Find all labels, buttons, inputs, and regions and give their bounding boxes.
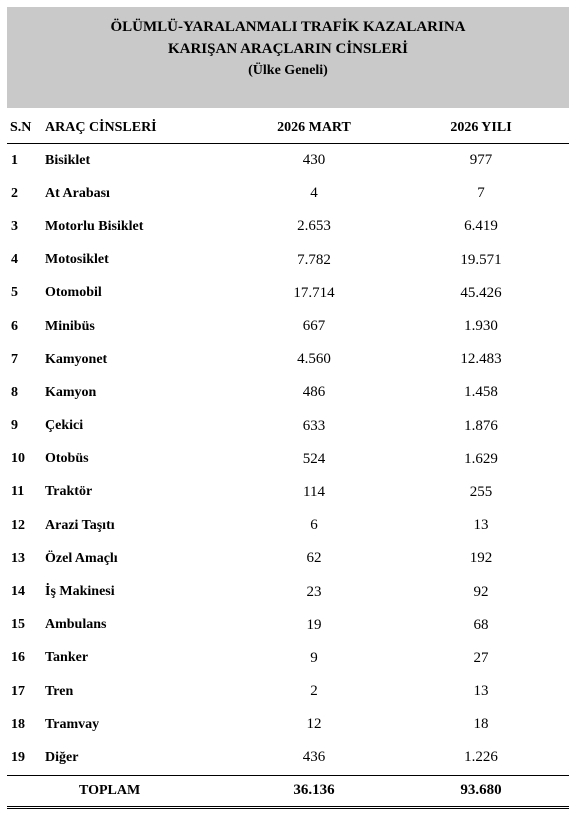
table-footer bbox=[7, 775, 569, 807]
total-label: TOPLAM bbox=[7, 775, 235, 807]
row-serial-number: 14 bbox=[11, 584, 25, 600]
table-row bbox=[7, 277, 569, 310]
table-row bbox=[7, 642, 569, 675]
row-serial-number: 18 bbox=[11, 716, 25, 732]
row-year-value: 68 bbox=[473, 616, 489, 633]
row-serial-number: 8 bbox=[11, 384, 18, 400]
row-year-value: 18 bbox=[473, 716, 489, 733]
row-vehicle-type: İş Makinesi bbox=[45, 584, 115, 600]
total-year-value: 93.680 bbox=[393, 775, 569, 807]
table-row bbox=[7, 244, 569, 277]
row-march-value: 62 bbox=[306, 550, 322, 567]
row-vehicle-type: Otomobil bbox=[45, 285, 102, 301]
row-vehicle-type: Tren bbox=[45, 683, 74, 699]
row-vehicle-type: Motorlu Bisiklet bbox=[45, 218, 144, 234]
table-row bbox=[7, 542, 569, 575]
column-header-sn: S.N bbox=[7, 112, 45, 144]
row-vehicle-type: Arazi Taşıtı bbox=[45, 517, 115, 533]
row-march-value: 7.782 bbox=[297, 251, 331, 268]
row-year-value: 192 bbox=[469, 550, 493, 567]
row-serial-number: 19 bbox=[11, 749, 25, 765]
table-row bbox=[7, 741, 569, 775]
row-vehicle-type: Bisiklet bbox=[45, 152, 91, 168]
row-march-value: 2.653 bbox=[297, 218, 331, 235]
row-vehicle-type: Tanker bbox=[45, 650, 89, 666]
table-row bbox=[7, 443, 569, 476]
row-march-value: 667 bbox=[302, 318, 326, 335]
row-vehicle-type: Minibüs bbox=[45, 318, 95, 334]
row-march-value: 633 bbox=[302, 417, 326, 434]
row-year-value: 92 bbox=[473, 583, 489, 600]
vehicle-type-table bbox=[7, 112, 569, 809]
row-march-value: 6 bbox=[310, 517, 318, 534]
row-year-value: 13 bbox=[473, 517, 489, 534]
row-year-value: 1.930 bbox=[464, 318, 498, 335]
row-march-value: 430 bbox=[302, 152, 326, 169]
row-serial-number: 2 bbox=[11, 185, 18, 201]
row-year-value: 12.483 bbox=[460, 351, 502, 368]
total-march-value: 36.136 bbox=[235, 775, 393, 807]
row-serial-number: 3 bbox=[11, 218, 18, 234]
row-march-value: 4 bbox=[310, 185, 318, 202]
table-row bbox=[7, 476, 569, 509]
row-serial-number: 5 bbox=[11, 285, 18, 301]
table-body bbox=[7, 144, 569, 776]
table-row bbox=[7, 376, 569, 409]
row-year-value: 45.426 bbox=[460, 284, 502, 301]
table-row bbox=[7, 177, 569, 210]
row-march-value: 2 bbox=[310, 683, 318, 700]
table-row bbox=[7, 708, 569, 741]
table-row bbox=[7, 609, 569, 642]
row-march-value: 114 bbox=[303, 483, 325, 500]
row-year-value: 6.419 bbox=[464, 218, 498, 235]
row-serial-number: 6 bbox=[11, 318, 18, 334]
row-serial-number: 11 bbox=[11, 484, 25, 500]
row-year-value: 19.571 bbox=[460, 251, 502, 268]
total-row bbox=[7, 775, 569, 807]
row-march-value: 19 bbox=[306, 616, 322, 633]
row-year-value: 1.226 bbox=[464, 749, 498, 766]
title-line-1: ÖLÜMLÜ-YARALANMALI TRAFİK KAZALARINA bbox=[110, 19, 466, 35]
row-vehicle-type: At Arabası bbox=[45, 185, 110, 201]
row-march-value: 17.714 bbox=[293, 284, 335, 301]
row-year-value: 1.629 bbox=[464, 450, 498, 467]
title-line-2: KARIŞAN ARAÇLARIN CİNSLERİ bbox=[167, 41, 409, 57]
table-row bbox=[7, 575, 569, 608]
row-serial-number: 9 bbox=[11, 418, 18, 434]
row-vehicle-type: Otobüs bbox=[45, 451, 89, 467]
row-year-value: 7 bbox=[477, 185, 485, 202]
row-vehicle-type: Kamyon bbox=[45, 384, 97, 400]
table-row bbox=[7, 144, 569, 178]
row-march-value: 524 bbox=[302, 450, 326, 467]
row-march-value: 486 bbox=[302, 384, 326, 401]
row-serial-number: 13 bbox=[11, 550, 25, 566]
row-serial-number: 16 bbox=[11, 650, 25, 666]
row-vehicle-type: Tramvay bbox=[45, 716, 100, 732]
table-row bbox=[7, 310, 569, 343]
column-header-march: 2026 MART bbox=[235, 112, 393, 144]
row-march-value: 436 bbox=[302, 749, 326, 766]
table-header bbox=[7, 112, 569, 144]
row-march-value: 9 bbox=[310, 649, 318, 666]
row-vehicle-type: Kamyonet bbox=[45, 351, 108, 367]
title-subtitle: (Ülke Geneli) bbox=[248, 63, 328, 78]
row-serial-number: 12 bbox=[11, 517, 25, 533]
row-year-value: 977 bbox=[469, 152, 493, 169]
row-vehicle-type: Çekici bbox=[45, 418, 84, 434]
row-march-value: 4.560 bbox=[297, 351, 331, 368]
row-serial-number: 10 bbox=[11, 451, 25, 467]
column-header-year: 2026 YILI bbox=[393, 112, 569, 144]
row-year-value: 27 bbox=[473, 649, 489, 666]
vehicle-type-table-wrapper bbox=[7, 112, 569, 809]
table-row bbox=[7, 210, 569, 243]
table-row bbox=[7, 509, 569, 542]
table-row bbox=[7, 410, 569, 443]
row-serial-number: 7 bbox=[11, 351, 18, 367]
row-serial-number: 1 bbox=[11, 152, 18, 168]
row-vehicle-type: Traktör bbox=[45, 484, 93, 500]
row-year-value: 255 bbox=[469, 483, 493, 500]
row-year-value: 1.876 bbox=[464, 417, 498, 434]
row-year-value: 13 bbox=[473, 683, 489, 700]
table-row bbox=[7, 675, 569, 708]
row-march-value: 23 bbox=[306, 583, 322, 600]
row-vehicle-type: Diğer bbox=[45, 749, 79, 765]
row-year-value: 1.458 bbox=[464, 384, 498, 401]
row-vehicle-type: Motosiklet bbox=[45, 252, 109, 268]
row-vehicle-type: Ambulans bbox=[45, 617, 107, 633]
row-vehicle-type: Özel Amaçlı bbox=[45, 550, 118, 566]
row-march-value: 12 bbox=[306, 716, 322, 733]
row-serial-number: 15 bbox=[11, 617, 25, 633]
header-row bbox=[7, 112, 569, 144]
table-title-banner bbox=[7, 7, 569, 108]
row-serial-number: 4 bbox=[11, 252, 18, 268]
table-row bbox=[7, 343, 569, 376]
column-header-vehicle-type: ARAÇ CİNSLERİ bbox=[45, 112, 235, 144]
row-serial-number: 17 bbox=[11, 683, 25, 699]
